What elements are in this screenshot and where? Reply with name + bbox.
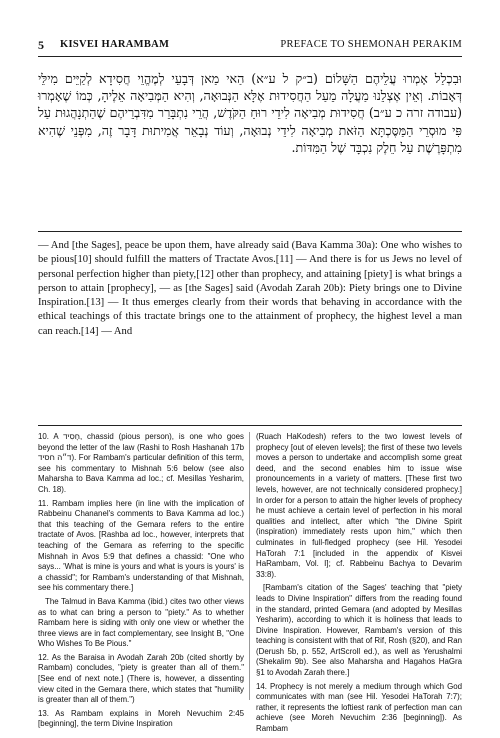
page-number: 5 [38,38,45,52]
notes-divider-rule [38,425,462,426]
footnote: [Rambam's citation of the Sages' teaching that "piety leads to Divine Inspiration" differs from the reading found in the standard, printed Gemara (and adopted by Mesillas Yesharim), according to which it is holiness that leads to Divine Inspiration. However, Rambam's version of this teaching is consistent with that of Rif, Rosh (§20), and Ran (Derush 5b, p. 552, ArtScroll ed.), as well as Yerushalmi (Shekalim 9b). See also Maharsha and Hagahos HaGra §1 to Avodah Zarah there.] [256,583,462,678]
running-header [38,38,462,54]
footnote: 11. Rambam implies here (in line with the implication of Rabbeinu Chananel's comments to Bava Kamma ad loc.) that this teaching of the Gemara refers to the entire tractate of Avos. [Rashba ad loc., however, interprets that teaching of the Gemara as referring to the specific Mishnah in Avos 5:9 that defines a chassid: "One who says... 'What is mine is yours and what is yours is yours' is a chassid"; for Rambam's understanding of that Mishnah, see his commentary there.] [38,498,244,593]
translation-block [38,239,462,339]
chapter-title: PREFACE TO SHEMONAH PERAKIM [280,39,462,50]
header-rule [38,56,462,57]
footnotes-area [38,432,462,734]
text-divider-rule [38,231,462,232]
hebrew-text-block [38,70,462,156]
footnote: 14. Prophecy is not merely a medium through which God communicates with man (see Hil. Yesodei HaTorah 7:7); rather, it represents the loftiest rank of perfection man can achieve (see Moreh Nevuchim 2:36 [beginning]). As Rambam [256,681,462,734]
footnotes-left-column [38,432,244,733]
footnote: The Talmud in Bava Kamma (ibid.) cites two other views as to what can bring a person to "piety." As to whether Rambam here is siding with only one view or whether the three views are in fact complementary, see Insight B, "One Who Wishes To Be Pious." [38,596,244,649]
hebrew-paragraph: וּבִכְלַל אָמְרוּ עֲלֵיהֶם הַשָּׁלוֹם (ב״ק ל ע״א) הַאי מַאן דְּבָעֵי לְמֶהֱוֵי חֲסִידָא לְקַיֵּים מִילֵּי דְּאָבוֹת. וְאֵין אֶצְלֵנוּ מַעֲלָה מֵעַל הַחֲסִידוּת אֶלָּא הַנְּבוּאָה, וְהִיא הַמְּבִיאָה אֵלֶיהָ, כְּמוֹ שֶׁאָמְרוּ (עבודה זרה כ ע״ב) חֲסִידוּת מְבִיאָה לִידֵי רוּחַ הַקֹּדֶשׁ, הֲרֵי נִתְבָּרֵר מִדִּבְרֵיהֶם שֶׁהַתְנָהֲגוּת עַל פִּי מוּסְרֵי הַמַּסֶּכְתָּא הַזֹּאת מְבִיאָה לִידֵי נְבוּאָה, וְעוֹד נְבָאֵר אֲמִיתוּת דָּבָר זֶה, מִפְּנֵי שֶׁהִיא מִתְפָּרֶשֶׁת עַל חֵלֶק נִכְבָּד שֶׁל הַמִּדּוֹת. [38,71,462,155]
column-separator [249,432,250,700]
footnote: (Ruach HaKodesh) refers to the two lowest levels of prophecy [out of eleven levels]; the first of these two levels moves a person to undertake and accomplish some great deed, and the second enables him to issue wise pronouncements in a variety of matters. [These first two levels, however, are not technically considered prophecy.] In order for a person to attain the higher levels of prophecy he must achieve a certain level of perfection in his moral qualities and intellect, after which "the Divine Spirit (inspiration) immediately rests upon him," which then culminates in full-fledged prophecy (see Hil. Yesodei HaTorah 7:1 [included in the appendix of Kisvei HaRambam, Vol. I]; cf. Rabbeinu Bachya to Devarim 33:8). [256,432,462,579]
translation-paragraph: — And [the Sages], peace be upon them, have already said (Bava Kamma 30a): One who wishes to be pious[10] should fulfill the matters of Tractate Avos.[11] — And there is for us Jews no level of personal perfection higher than piety,[12] other than prophecy, and attaining [piety] is what brings a person to attain [prophecy], — as [the Sages] said (Avodah Zarah 20b): Piety brings one to Divine Inspiration.[13] — It thus emerges clearly from their words that behaving in accordance with the ethical teachings of this tractate brings one to the attainment of prophecy, the highest level a man can reach.[14] — And [38,240,462,337]
footnote: 10. A חָסִיד, chassid (pious person), is one who goes beyond the letter of the law (Rashi to Rosh Hashanah 17b ד״ה חסיד). For Rambam's particular definition of this term, see his commentary to Mishnah 5:6 below (see also Maharsha to Bava Kamma ad loc.; cf. Mesillas Yesharim, Ch. 18). [38,432,244,494]
footnote: 12. As the Baraisa in Avodah Zarah 20b (cited shortly by Rambam) concludes, "piety is greater than all of them." [See end of next note.] (There is, however, a dissenting view cited in the Gemara there, which states that "humility is greater than all of them.") [38,652,244,705]
book-title: KISVEI HARAMBAM [60,39,170,50]
footnotes-right-column [256,432,462,738]
footnote: 13. As Rambam explains in Moreh Nevuchim 2:45 [beginning], the term Divine Inspiration [38,708,244,729]
